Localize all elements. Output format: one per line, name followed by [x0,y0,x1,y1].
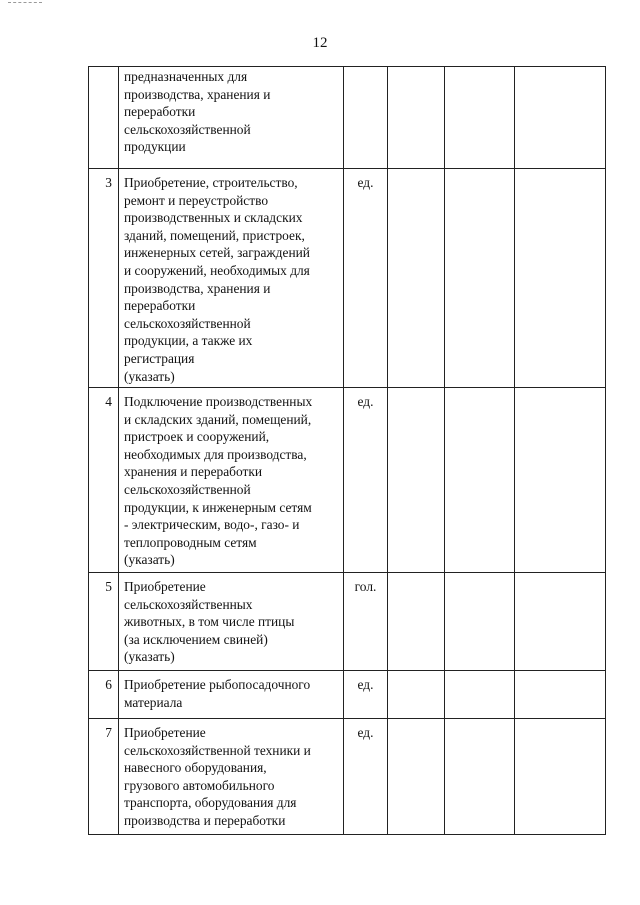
unit-of-measure: гол. [344,573,388,671]
row-number: 3 [89,169,119,388]
value-cell [515,573,606,671]
value-cell [388,671,445,719]
table-row [89,169,606,388]
value-cell [445,388,515,573]
row-number: 6 [89,671,119,719]
unit-of-measure [344,67,388,169]
table-row [89,719,606,835]
document-table [88,66,606,835]
item-description: Приобретение сельскохозяйственной техники и навесного оборудования, грузового автомобильного транспорта, оборудования для производства и переработки [119,719,344,835]
unit-of-measure: ед. [344,169,388,388]
value-cell [445,719,515,835]
unit-of-measure: ед. [344,719,388,835]
row-number: 4 [89,388,119,573]
value-cell [388,388,445,573]
page-number: 12 [312,35,328,51]
value-cell [388,169,445,388]
value-cell [388,719,445,835]
unit-of-measure: ед. [344,671,388,719]
item-description: Приобретение рыбопосадочного материала [119,671,344,719]
item-description: Приобретение, строительство, ремонт и переустройство производственных и складских зданий, помещений, пристроек, инженерных сетей, заграждений и сооружений, необходимых для производства, хранения и переработки сельскохозяйственной продукции, а также их регистрация (указать) [119,169,344,388]
value-cell [388,67,445,169]
item-description: Подключение производственных и складских зданий, помещений, пристроек и сооружений, необходимых для производства, хранения и переработки сельскохозяйственной продукции, к инженерным сетям - электрическим, водо-, газо- и теплопроводным сетям (указать) [119,388,344,573]
table-row [89,388,606,573]
table-row [89,573,606,671]
value-cell [515,671,606,719]
item-description: Приобретение сельскохозяйственных животных, в том числе птицы (за исключением свиней) (указать) [119,573,344,671]
value-cell [388,573,445,671]
value-cell [445,169,515,388]
value-cell [515,169,606,388]
value-cell [515,388,606,573]
value-cell [445,671,515,719]
row-number: 5 [89,573,119,671]
item-description: предназначенных для производства, хранения и переработки сельскохозяйственной продукции [119,67,344,169]
value-cell [515,719,606,835]
unit-of-measure: ед. [344,388,388,573]
table-row [89,671,606,719]
table-row [89,67,606,169]
value-cell [445,67,515,169]
row-number [89,67,119,169]
row-number: 7 [89,719,119,835]
scan-corner-mark [8,2,42,6]
value-cell [515,67,606,169]
value-cell [445,573,515,671]
